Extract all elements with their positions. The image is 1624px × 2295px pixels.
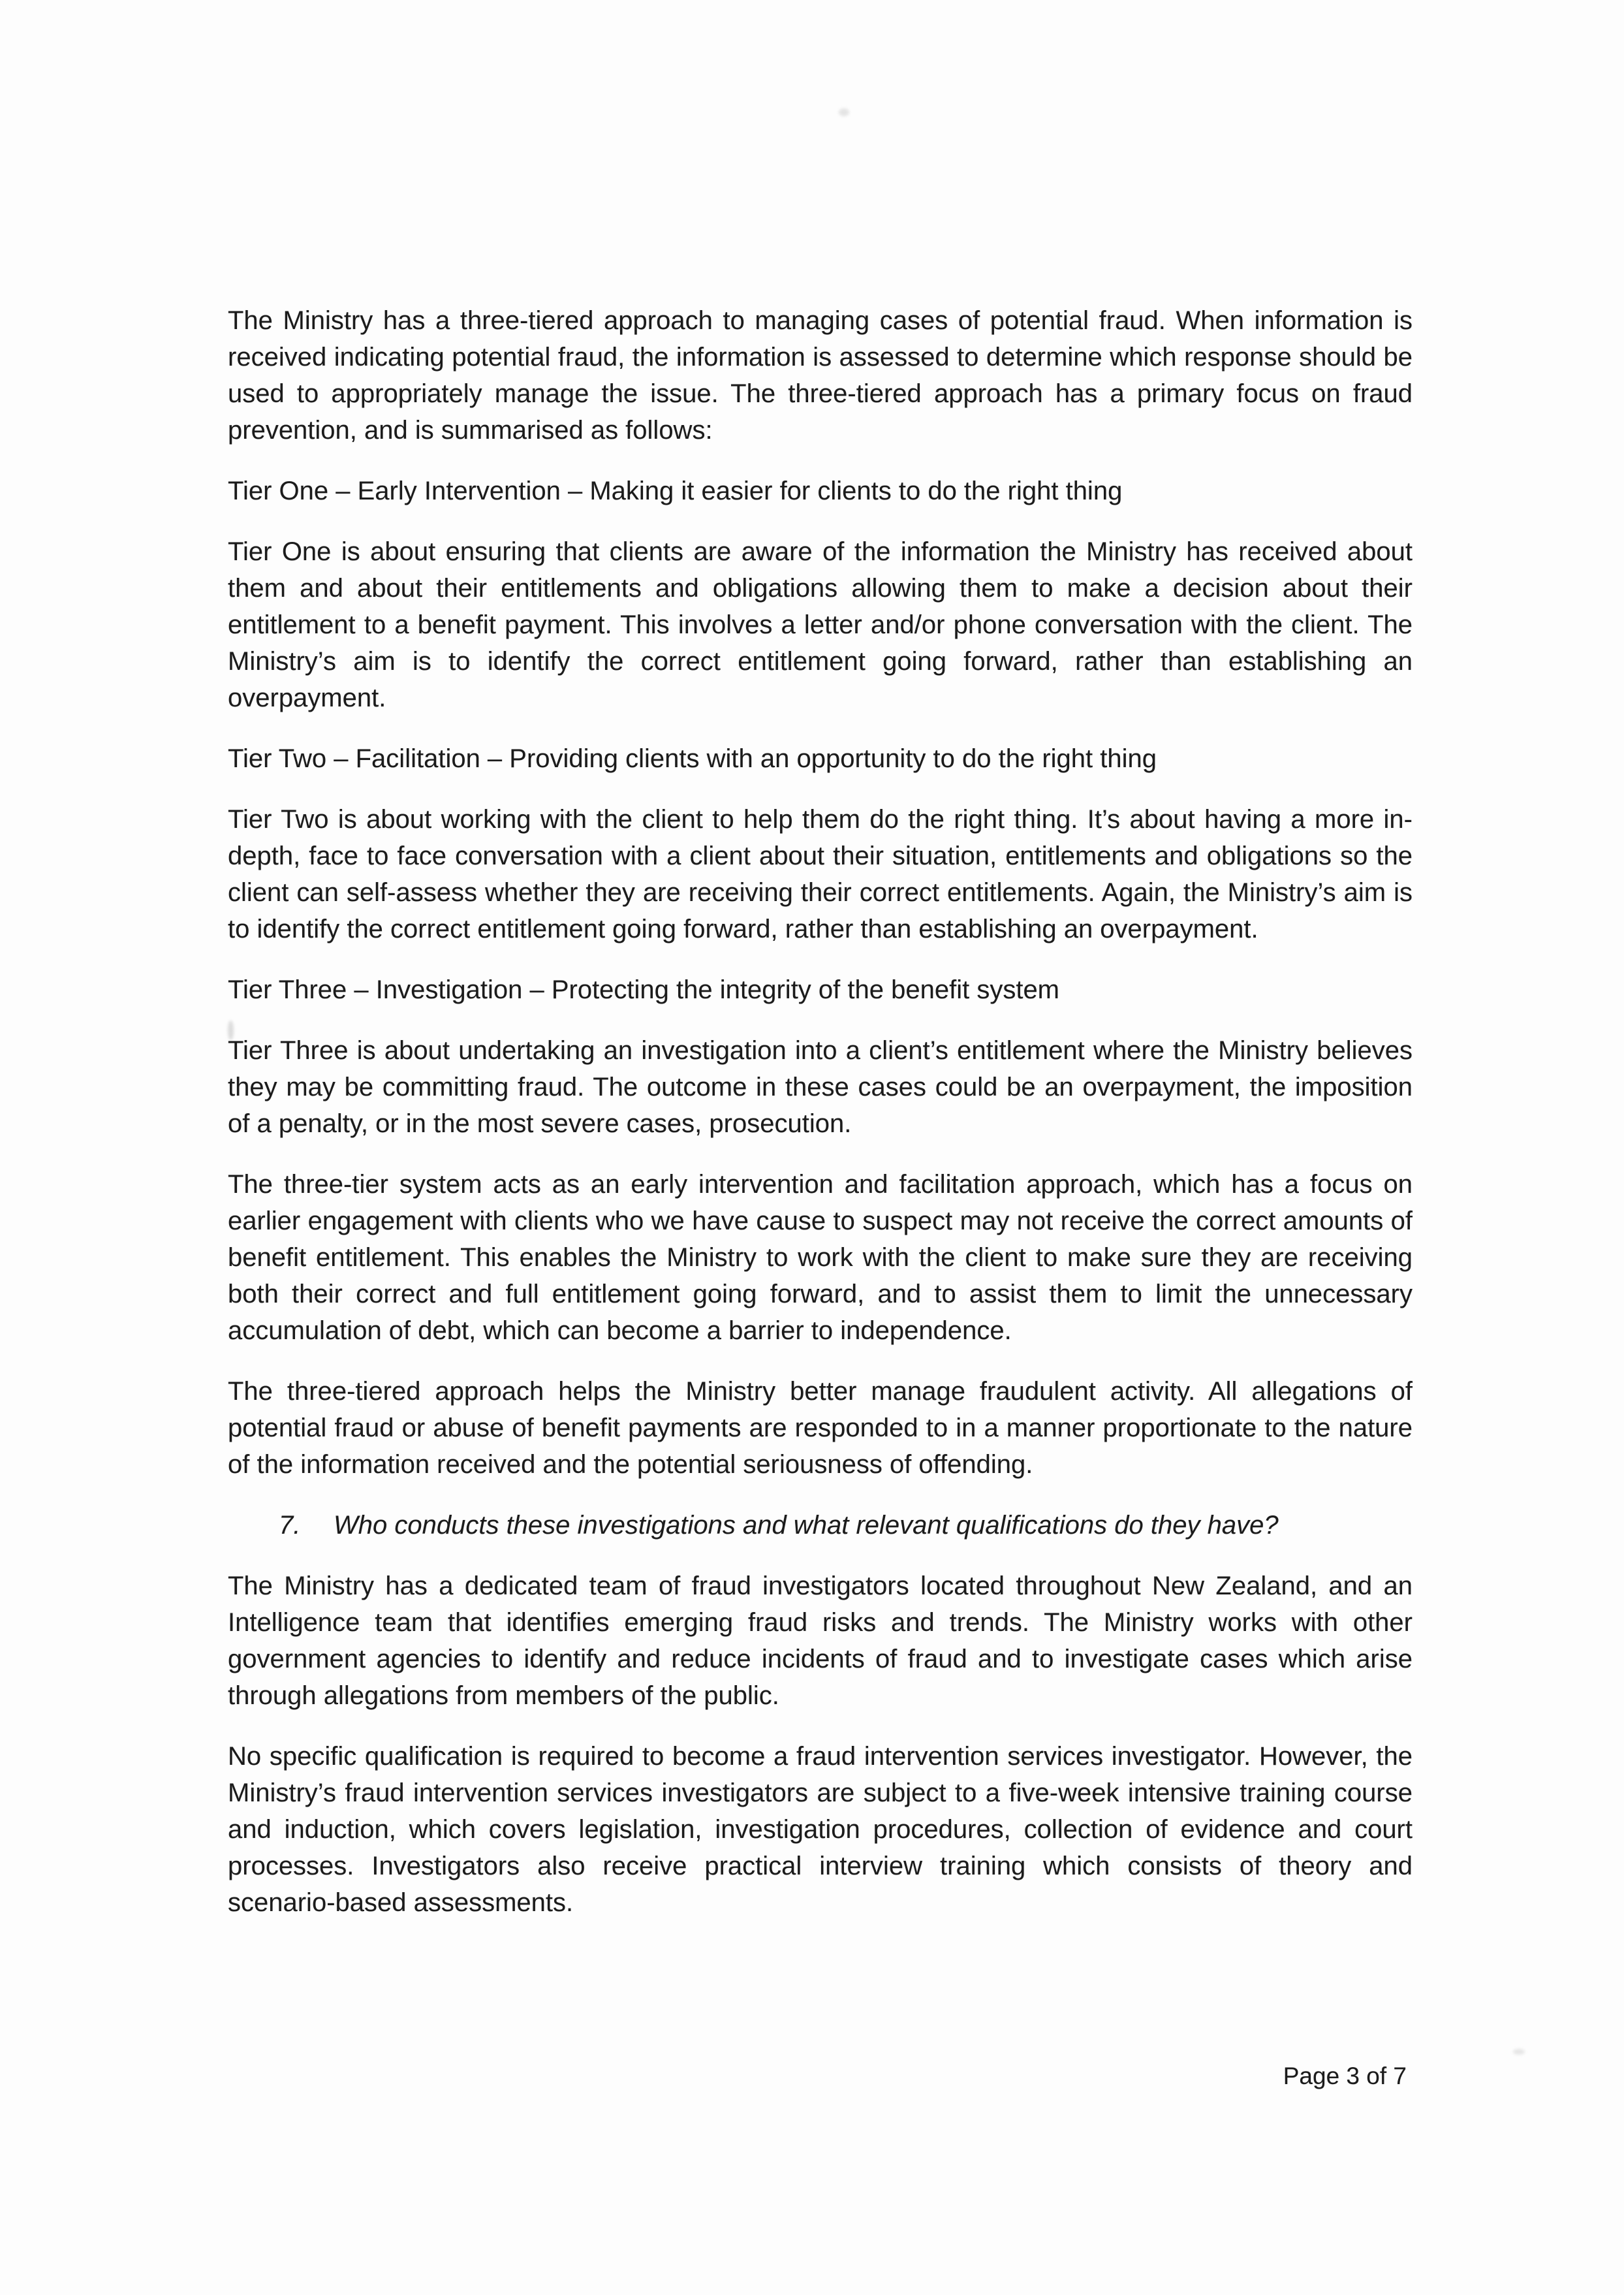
intro-paragraph: The Ministry has a three-tiered approach to managing cases of potential fraud. When information is received indicating potential fraud, the information is assessed to determine which response should be used to appropriately manage the issue. The three-tiered approach has a primary focus on fraud prevention, and is summarised as follows: (228, 306, 1413, 445)
scan-artifact (839, 108, 849, 116)
tier-two-paragraph: Tier Two is about working with the client to help them do the right thing. It’s about having a more in-depth, face to face conversation with a client about their situation, entitlements and obligations so the client can self-assess whether they are receiving their correct entitlements. Again, the Ministry’s aim is to identify the correct entitlement going forward, rather than establishing an overpayment. (228, 805, 1413, 943)
three-tiered-approach-paragraph: The three-tiered approach helps the Ministry better manage fraudulent activity. All allegations of potential fraud or abuse of benefit payments are responded to in a manner proportionate to the nature of the information received and the potential seriousness of offending. (228, 1377, 1413, 1479)
document-body (228, 302, 1413, 1945)
question-number: 7. (279, 1511, 301, 1540)
tier-three-heading: Tier Three – Investigation – Protecting the integrity of the benefit system (228, 975, 1060, 1004)
tier-two-heading: Tier Two – Facilitation – Providing clients with an opportunity to do the right thing (228, 744, 1157, 773)
scan-artifact (1513, 2049, 1525, 2055)
tier-three-paragraph: Tier Three is about undertaking an investigation into a client’s entitlement where the Ministry believes they may be committing fraud. The outcome in these cases could be an overpayment, the imposition of a penalty, or in the most severe cases, prosecution. (228, 1036, 1413, 1138)
qualifications-paragraph: No specific qualification is required to become a fraud intervention services investigator. However, the Ministry’s fraud intervention services investigators are subject to a five-week intensive training course and induction, which covers legislation, investigation procedures, collection of evidence and court processes. Investigators also receive practical interview training which consists of theory and scenario-based assessments. (228, 1742, 1413, 1917)
tier-one-paragraph: Tier One is about ensuring that clients are aware of the information the Ministry has received about them and about their entitlements and obligations allowing them to make a decision about their entitlement to a benefit payment. This involves a letter and/or phone conversation with the client. The Ministry’s aim is to identify the correct entitlement going forward, rather than establishing an overpayment. (228, 537, 1413, 712)
investigators-team-paragraph: The Ministry has a dedicated team of fraud investigators located throughout New Zealand, and an Intelligence team that identifies emerging fraud risks and trends. The Ministry works with other government agencies to identify and reduce incidents of fraud and to investigate cases which arise through allegations from members of the public. (228, 1572, 1413, 1710)
page-number: Page 3 of 7 (1283, 2063, 1407, 2089)
tier-one-heading: Tier One – Early Intervention – Making it easier for clients to do the right thing (228, 477, 1123, 505)
question-7 (228, 1507, 1413, 1543)
question-text: Who conducts these investigations and what relevant qualifications do they have? (334, 1511, 1279, 1540)
three-tier-system-paragraph: The three-tier system acts as an early intervention and facilitation approach, which has a focus on earlier engagement with clients who we have cause to suspect may not receive the correct amounts of benefit entitlement. This enables the Ministry to work with the client to make sure they are receiving both their correct and full entitlement going forward, and to assist them to limit the unnecessary accumulation of debt, which can become a barrier to independence. (228, 1170, 1413, 1345)
